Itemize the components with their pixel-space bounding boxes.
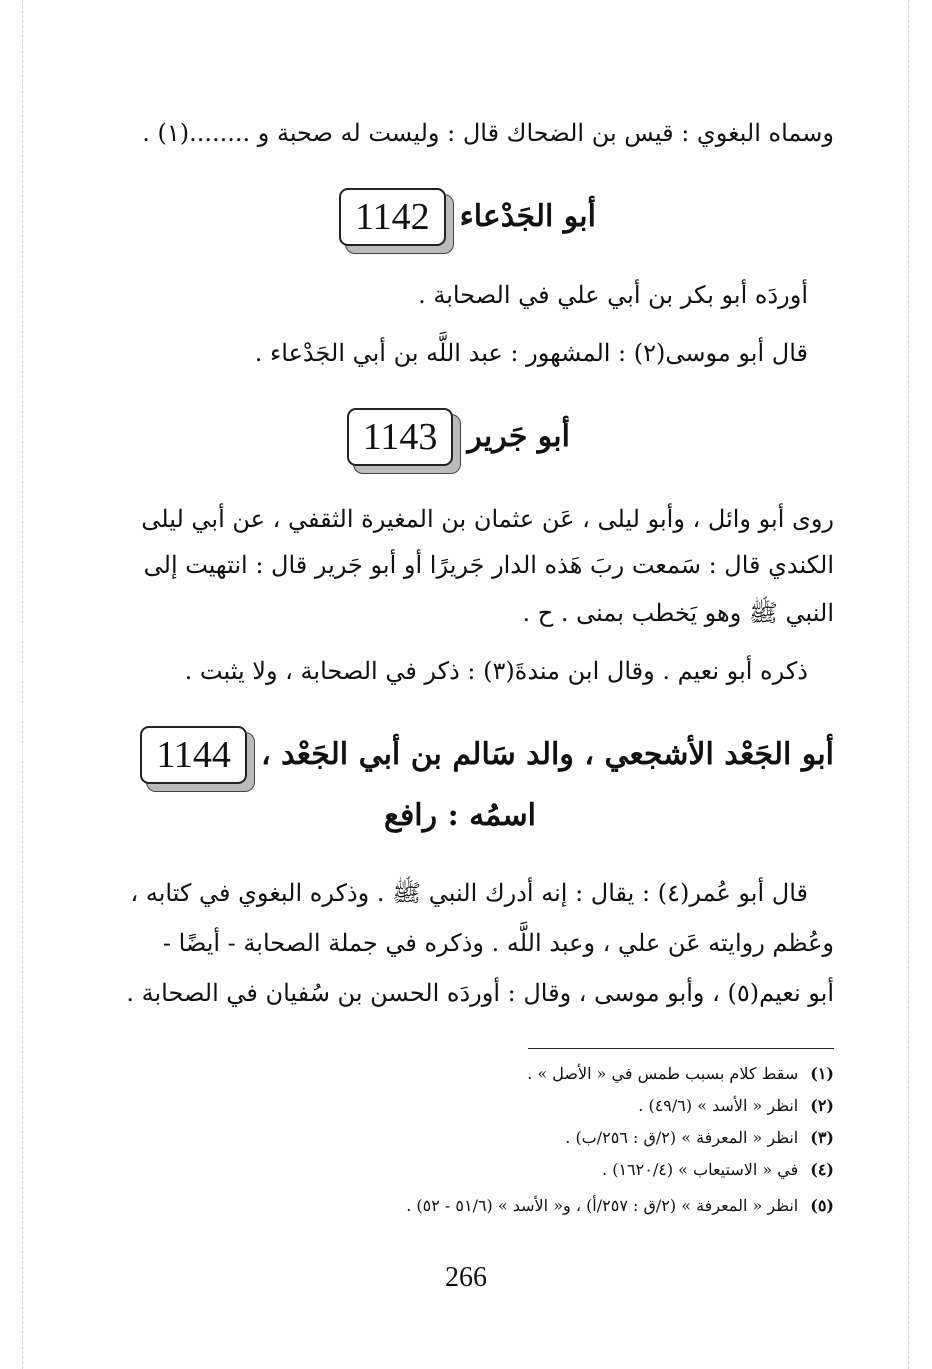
page-number: 266 (445, 1262, 487, 1293)
entry-title-1144-line-2: اسمُه : رافع (384, 798, 536, 833)
footnote-1-number: (١) (810, 1064, 834, 1083)
footnote-4-text: في « الاستيعاب » (١٦٢٠/٤) . (602, 1160, 799, 1179)
footnote-4-number: (٤) (810, 1160, 834, 1179)
footnote-5-number: (٥) (810, 1196, 834, 1215)
entry-1143-line-2: الكندي قال : سَمعت ربَ هَذه الدار جَريرًا أو أبو جَرير قال : انتهيت إلى (143, 551, 834, 579)
footnote-5 (406, 1194, 834, 1218)
entry-heading-1144 (140, 726, 834, 784)
footnote-1-text: سقط كلام بسبب طمس في « الأصل » . (527, 1064, 799, 1083)
entry-number-box-1142: 1142 (339, 188, 446, 246)
entry-1142-line-1: أوردَه أبو بكر بن أبي علي في الصحابة . (418, 281, 808, 309)
footnote-3 (565, 1126, 834, 1150)
entry-heading-1143 (347, 408, 570, 466)
entry-1144-line-1: قال أبو عُمر(٤) : يقال : إنه أدرك النبي ﷺ . وذكره البغوي في كتابه ، (130, 879, 808, 907)
top-continuation-line: وسماه البغوي : قيس بن الضحاك قال : وليست له صحبة و ........(١) . (142, 119, 834, 147)
entry-1144-line-3: أبو نعيم(٥) ، وأبو موسى ، وقال : أوردَه الحسن بن سُفيان في الصحابة . (126, 979, 834, 1007)
entry-number-box-1143: 1143 (347, 408, 454, 466)
entry-1143-line-3: النبي ﷺ وهو يَخطب بمنى . ح . (522, 599, 834, 627)
entry-1144-line-2: وعُظم روايته عَن علي ، وعبد اللَّه . وذكره في جملة الصحابة - أيضًا - (162, 929, 834, 957)
entry-title-1143: أبو جَرير (467, 419, 570, 454)
entry-1143-line-1: روى أبو وائل ، وأبو ليلى ، عَن عثمان بن المغيرة الثقفي ، عن أبي ليلى (141, 505, 834, 533)
footnote-separator (528, 1048, 834, 1049)
entry-title-1142: أبو الجَدْعاء (459, 199, 596, 234)
footnote-1 (527, 1062, 834, 1086)
footnote-2 (638, 1094, 834, 1118)
footnote-3-text: انظر « المعرفة » (٢/ق : ٢٥٦/ب) . (565, 1128, 799, 1147)
entry-heading-1142 (339, 188, 596, 246)
entry-1143-line-4: ذكره أبو نعيم . وقال ابن مندةَ(٣) : ذكر في الصحابة ، ولا يثبت . (184, 657, 808, 685)
entry-title-1144: أبو الجَعْد الأشجعي ، والد سَالم بن أبي الجَعْد ، (260, 737, 834, 772)
footnote-2-text: انظر « الأسد » (٤٩/٦) . (638, 1096, 799, 1115)
footnote-4 (602, 1158, 834, 1182)
scan-edge-right (908, 0, 909, 1369)
footnote-2-number: (٢) (810, 1096, 834, 1115)
footnote-3-number: (٣) (810, 1128, 834, 1147)
scan-edge-left (22, 0, 23, 1369)
entry-number-box-1144: 1144 (140, 726, 247, 784)
entry-1142-line-2: قال أبو موسى(٢) : المشهور : عبد اللَّه بن أبي الجَدْعاء . (254, 339, 808, 367)
footnote-5-text: انظر « المعرفة » (٢/ق : ٢٥٧/أ) ، و« الأسد » (٥١/٦ - ٥٢) . (406, 1196, 799, 1215)
